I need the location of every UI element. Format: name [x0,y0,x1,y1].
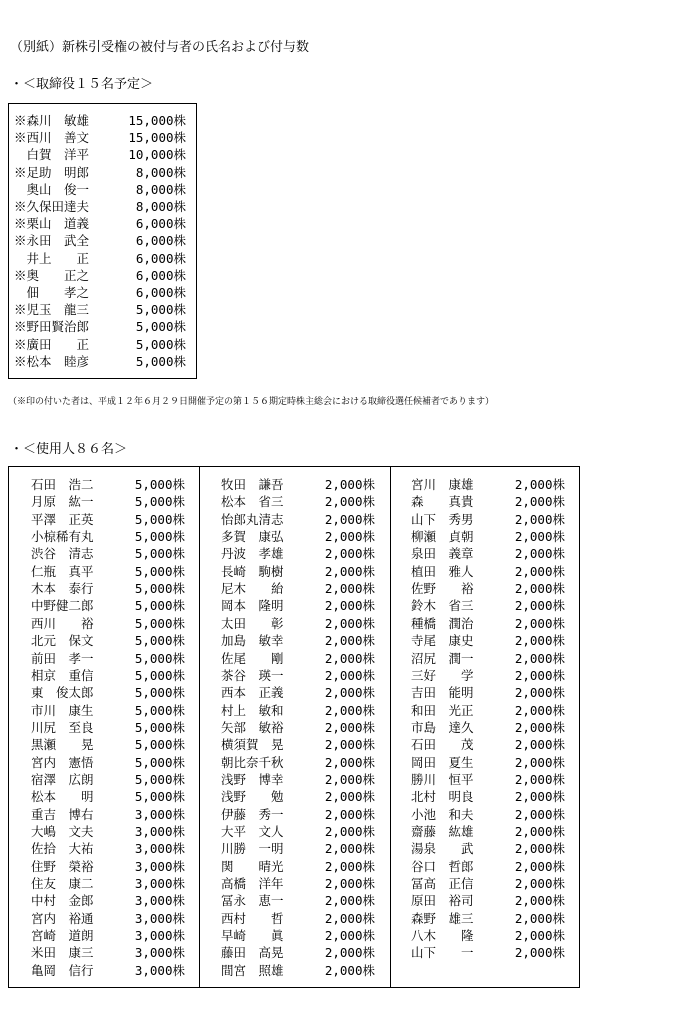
employee-name: 佐野 裕 [411,581,474,597]
employee-name: 渋谷 清志 [31,546,94,562]
employee-name: 早崎 眞 [221,928,284,944]
director-name: ※野田賢治郎 [14,319,90,335]
director-name: ※永田 武全 [14,233,90,249]
employee-name: 高橋 洋年 [221,876,284,892]
employee-name: 原田 裕司 [411,893,474,909]
employee-shares: 2,000株 [514,910,565,926]
employee-name: 重吉 博右 [31,806,94,822]
employee-shares: 2,000株 [514,511,565,527]
employee-name: 住野 榮裕 [31,858,94,874]
employee-shares: 2,000株 [514,737,565,753]
employee-name: 平澤 正英 [31,511,94,527]
director-shares: 5,000株 [135,336,186,352]
employee-name: 石田 浩二 [31,477,94,492]
employee-name: 小椋稀有丸 [31,529,94,545]
employee-shares: 2,000株 [514,928,565,944]
employee-shares: 5,000株 [134,477,185,492]
employee-shares: 5,000株 [134,789,185,805]
director-shares: 5,000株 [135,302,186,318]
employee-shares: 3,000株 [134,806,185,822]
directors-heading: ・＜取締役１５名予定＞ [10,77,154,92]
employee-name: 中村 金郎 [31,893,94,909]
employee-shares: 2,000株 [324,893,375,909]
employee-name: 湯泉 武 [411,841,474,857]
employee-name: 多賀 康弘 [221,529,284,545]
employee-shares: 5,000株 [134,581,185,597]
employee-shares: 2,000株 [324,789,375,805]
employee-name: 北元 保文 [31,633,94,649]
employee-name: 岡本 隆明 [221,598,284,614]
employee-shares: 2,000株 [324,615,375,631]
employee-name: 鈴木 省三 [411,598,474,614]
employee-shares: 5,000株 [134,494,185,510]
employee-name: 石田 茂 [411,737,474,753]
employee-name: 仁瓶 真平 [31,563,94,579]
employee-name: 伊藤 秀一 [221,806,284,822]
employee-name: 森野 雄三 [411,910,474,926]
director-shares: 6,000株 [135,216,186,232]
employee-name: 西本 正義 [221,685,284,701]
director-shares: 6,000株 [135,285,186,300]
director-shares: 5,000株 [135,319,186,335]
directors-note: （※印の付いた者は、平成１２年６月２９日開催予定の第１５６期定時株主総会における取締役選任候補者であります） [8,397,495,407]
employee-shares: 2,000株 [324,945,375,961]
employee-shares: 5,000株 [134,598,185,614]
employee-shares: 3,000株 [134,928,185,944]
director-name: ※久保田達夫 [14,199,90,214]
directors-table [8,103,197,379]
employee-name: 川尻 至良 [31,719,94,735]
employee-shares: 2,000株 [514,719,565,735]
employee-name: 相京 重信 [31,667,94,683]
employee-shares: 2,000株 [514,945,565,961]
employee-shares: 2,000株 [324,754,375,770]
employee-shares: 5,000株 [134,754,185,770]
employee-name: 川勝 一明 [221,841,284,857]
director-shares: 5,000株 [135,353,186,369]
employee-name: 宮崎 道朗 [31,928,94,944]
column-divider [390,467,391,987]
employee-shares: 2,000株 [324,737,375,753]
employee-name: 米田 康三 [31,945,94,961]
director-shares: 6,000株 [135,267,186,283]
employee-shares: 5,000株 [134,719,185,735]
employee-name: 宮内 憲悟 [31,754,94,770]
director-name: ※西川 善文 [14,130,90,146]
employee-shares: 5,000株 [134,771,185,787]
employee-name: 加島 敏幸 [221,633,284,649]
employee-shares: 2,000株 [324,633,375,649]
employees-heading: ・＜使用人８６名＞ [10,442,128,457]
employee-name: 怡郎丸清志 [221,511,284,527]
employee-name: 三好 学 [411,667,474,683]
director-name: 奥山 俊一 [14,181,90,197]
employee-name: 尼木 紿 [221,581,284,597]
employee-shares: 3,000株 [134,945,185,961]
employee-name: 藤田 高晃 [221,945,284,961]
employee-shares: 5,000株 [134,685,185,701]
employee-name: 和田 光正 [411,702,474,718]
employee-shares: 2,000株 [514,477,565,492]
employee-shares: 2,000株 [324,667,375,683]
employee-name: 佐尾 剛 [221,650,284,666]
employee-name: 大平 文人 [221,824,284,839]
employee-shares: 2,000株 [324,494,375,510]
director-shares: 6,000株 [135,233,186,249]
employee-shares: 5,000株 [134,546,185,562]
employee-name: 泉田 義章 [411,546,474,562]
employee-shares: 5,000株 [134,511,185,527]
employee-name: 茶谷 瑛一 [221,667,284,683]
employee-shares: 2,000株 [324,910,375,926]
employee-shares: 2,000株 [514,754,565,770]
employee-shares: 2,000株 [324,546,375,562]
employee-shares: 2,000株 [514,581,565,597]
employee-shares: 2,000株 [514,667,565,683]
employee-shares: 3,000株 [134,841,185,857]
employee-shares: 2,000株 [514,789,565,805]
employee-name: 種橋 潤治 [411,615,474,631]
employee-shares: 2,000株 [324,702,375,718]
employee-shares: 2,000株 [514,615,565,631]
director-name: ※松本 睦彦 [14,353,90,369]
employee-shares: 2,000株 [514,893,565,909]
employee-name: 西村 哲 [221,910,284,926]
director-name: ※児玉 龍三 [14,302,90,318]
employee-name: 前田 孝一 [31,650,94,666]
employee-shares: 2,000株 [324,841,375,857]
employee-name: 市島 達久 [411,719,474,735]
employee-shares: 2,000株 [514,685,565,701]
employee-shares: 2,000株 [324,719,375,735]
page-title: （別紙）新株引受権の被付与者の氏名および付与数 [10,40,310,55]
employee-name: 沼尻 潤一 [411,650,474,666]
employee-name: 岡田 夏生 [411,754,474,770]
employee-shares: 5,000株 [134,529,185,545]
employee-shares: 2,000株 [514,494,565,510]
employee-name: 関 晴光 [221,858,284,874]
employee-shares: 2,000株 [324,529,375,545]
employee-name: 植田 雅人 [411,563,474,579]
director-shares: 6,000株 [135,250,186,266]
employee-name: 森 真貴 [411,494,474,510]
employee-shares: 2,000株 [514,529,565,545]
employee-name: 朝比奈千秋 [221,754,284,770]
employee-shares: 5,000株 [134,633,185,649]
employee-name: 浅野 勉 [221,789,284,805]
employee-shares: 2,000株 [514,876,565,892]
employee-name: 柳瀬 貞朝 [411,529,474,545]
director-name: ※足助 明郎 [14,164,90,180]
employees-table [8,466,580,988]
employee-shares: 2,000株 [514,563,565,579]
employee-shares: 2,000株 [324,806,375,822]
employee-name: 月原 紘一 [31,494,94,510]
director-name: 白賀 洋平 [14,147,90,163]
employee-name: 佐拾 大祐 [31,841,94,857]
employee-shares: 2,000株 [324,477,375,492]
employee-name: 木本 泰行 [31,581,94,597]
director-shares: 10,000株 [128,147,186,163]
employee-shares: 5,000株 [134,737,185,753]
director-name: ※奥 正之 [14,267,90,283]
director-name: 井上 正 [14,250,90,266]
employee-shares: 3,000株 [134,824,185,839]
employee-name: 横須賀 晃 [221,737,284,753]
employee-shares: 3,000株 [134,893,185,909]
employee-name: 宮内 裕通 [31,910,94,926]
employee-shares: 2,000株 [514,824,565,839]
employee-shares: 2,000株 [324,685,375,701]
director-name: ※廣田 正 [14,336,90,352]
employee-name: 齋藤 紘雄 [411,824,474,839]
employee-shares: 5,000株 [134,650,185,666]
employee-shares: 2,000株 [324,581,375,597]
employee-shares: 2,000株 [324,511,375,527]
director-shares: 15,000株 [128,130,186,146]
employee-shares: 2,000株 [324,962,375,978]
employee-shares: 2,000株 [514,806,565,822]
employee-shares: 5,000株 [134,667,185,683]
employee-shares: 3,000株 [134,962,185,978]
employee-name: 浅野 博幸 [221,771,284,787]
employee-name: 勝川 恒平 [411,771,474,787]
employee-shares: 2,000株 [514,702,565,718]
director-shares: 8,000株 [135,181,186,197]
employee-name: 住友 康二 [31,876,94,892]
employee-name: 牧田 謙吾 [221,477,284,492]
director-shares: 8,000株 [135,199,186,214]
column-divider [199,467,200,987]
employee-shares: 5,000株 [134,563,185,579]
employee-shares: 2,000株 [324,876,375,892]
employee-name: 矢部 敏裕 [221,719,284,735]
employee-name: 谷口 哲郎 [411,858,474,874]
employee-shares: 2,000株 [324,824,375,839]
employee-name: 大嶋 文夫 [31,824,94,839]
employee-name: 松本 省三 [221,494,284,510]
employee-name: 吉田 能明 [411,685,474,701]
employee-shares: 5,000株 [134,615,185,631]
employee-name: 丹波 孝雄 [221,546,284,562]
employee-name: 太田 彰 [221,615,284,631]
employee-shares: 2,000株 [514,546,565,562]
employee-shares: 2,000株 [514,771,565,787]
employee-shares: 2,000株 [324,858,375,874]
employee-name: 冨高 正信 [411,876,474,892]
employee-shares: 3,000株 [134,876,185,892]
employee-shares: 2,000株 [324,928,375,944]
employee-name: 村上 敏和 [221,702,284,718]
employee-shares: 3,000株 [134,910,185,926]
employee-name: 八木 隆 [411,928,474,944]
employee-name: 西川 裕 [31,615,94,631]
employee-name: 市川 康生 [31,702,94,718]
employee-name: 東 俊太郎 [31,685,94,701]
employee-name: 松本 明 [31,789,94,805]
director-shares: 15,000株 [128,113,186,128]
employee-name: 冨永 恵一 [221,893,284,909]
director-name: ※栗山 道義 [14,216,90,232]
employee-shares: 2,000株 [514,633,565,649]
employee-name: 寺尾 康史 [411,633,474,649]
employee-shares: 2,000株 [514,858,565,874]
employee-shares: 2,000株 [514,650,565,666]
employee-name: 山下 秀男 [411,511,474,527]
employee-shares: 2,000株 [324,650,375,666]
employee-name: 間宮 照雄 [221,962,284,978]
employee-shares: 2,000株 [514,598,565,614]
employee-name: 小池 和夫 [411,806,474,822]
director-name: ※森川 敏雄 [14,113,90,128]
employee-shares: 3,000株 [134,858,185,874]
employee-shares: 2,000株 [514,841,565,857]
employee-name: 北村 明良 [411,789,474,805]
employee-shares: 2,000株 [324,771,375,787]
employee-name: 山下 一 [411,945,474,961]
employee-shares: 2,000株 [324,598,375,614]
employee-name: 宮川 康雄 [411,477,474,492]
employee-name: 亀岡 信行 [31,962,94,978]
director-shares: 8,000株 [135,164,186,180]
employee-shares: 2,000株 [324,563,375,579]
employee-name: 長崎 駒樹 [221,563,284,579]
employee-name: 中野健二郎 [31,598,94,614]
employee-shares: 5,000株 [134,702,185,718]
employee-name: 宿澤 広朗 [31,771,94,787]
director-name: 佃 孝之 [14,285,90,300]
employee-name: 黒瀬 晃 [31,737,94,753]
